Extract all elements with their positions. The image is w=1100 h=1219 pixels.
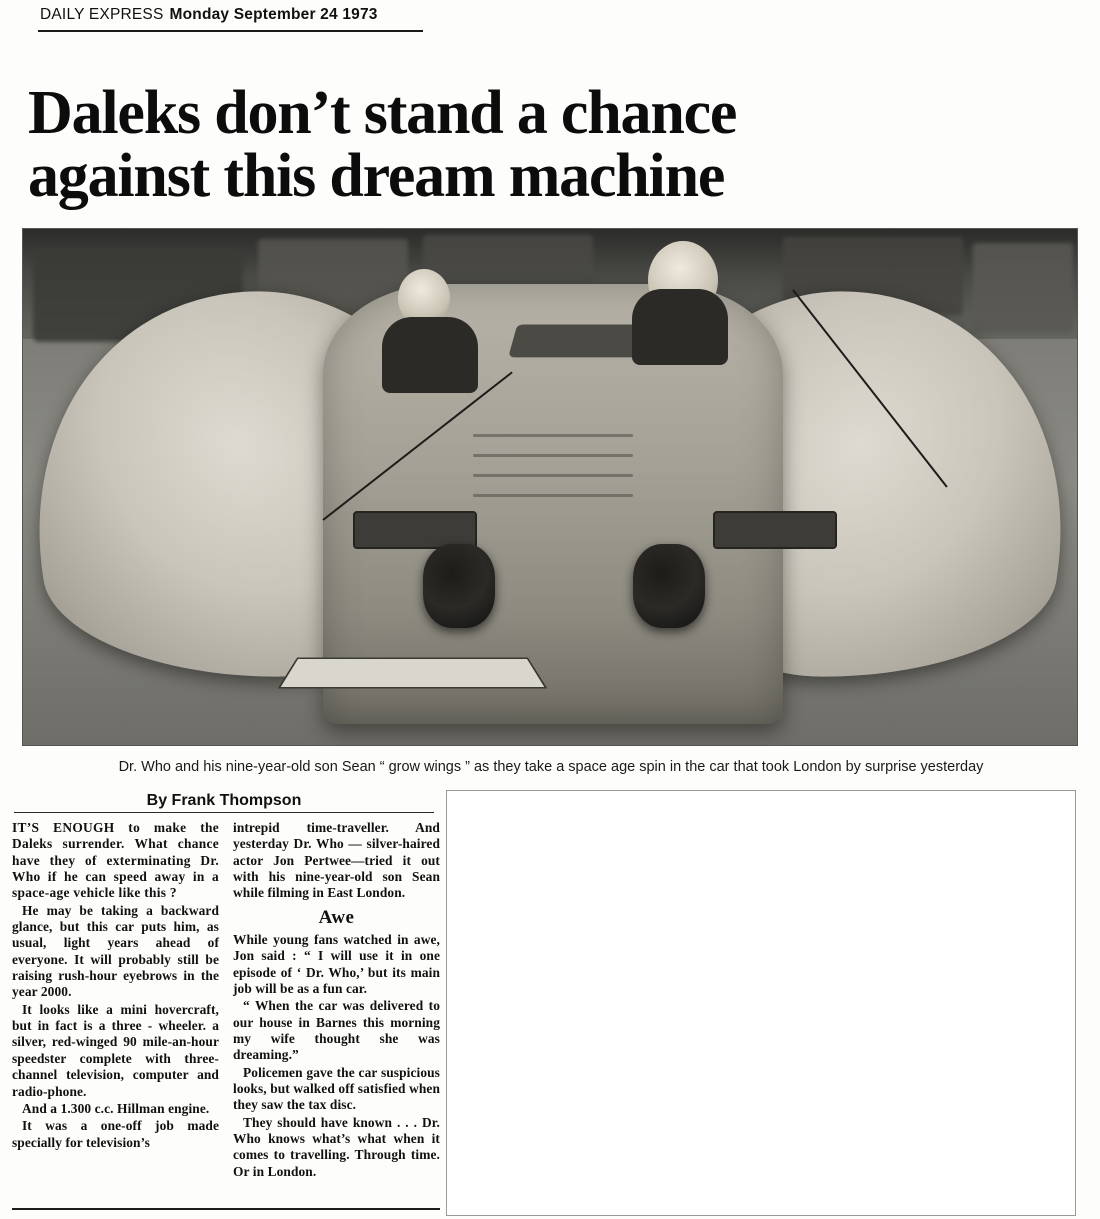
- paragraph: Policemen gave the car suspicious looks, but walked off satisfied when they saw the tax disc.: [233, 1064, 440, 1113]
- car-vent: [473, 454, 633, 457]
- paragraph: And a 1.300 c.c. Hillman engine.: [22, 1100, 210, 1116]
- blank-advert-panel: [446, 790, 1076, 1216]
- paragraph: “ When the car was delivered to our house in Barnes this morning my wife thought she was dreaming.”: [233, 998, 440, 1063]
- paragraph: IT’S ENOUGH to make the Daleks surrender. What chance have they of exterminating Dr. Who if he can speed away in a space-age vehicle like this ?: [12, 820, 219, 901]
- masthead-publication: DAILY EXPRESS: [40, 6, 164, 23]
- paragraph: intrepid time-traveller. And yesterday Dr. Who — silver-haired actor Jon Pertwee—tried it out with his nine-year-old son Sean while filming in East London.: [233, 820, 440, 901]
- paragraph: They should have known . . . Dr. Who knows what’s what when it comes to travelling. Through time. Or in London.: [233, 1114, 440, 1179]
- car-vent: [473, 494, 633, 497]
- photo-caption: Dr. Who and his nine-year-old son Sean “ grow wings ” as they take a space age spin in the car that took London by surprise yesterday: [118, 759, 984, 775]
- article-photo: [22, 228, 1078, 746]
- car-exhaust-left: [423, 544, 495, 628]
- child-torso: [382, 317, 478, 393]
- car-vent: [473, 434, 633, 437]
- car-exhaust-right: [633, 544, 705, 628]
- article-body: [12, 820, 440, 1210]
- headline-line-1: Daleks don’t stand a chance: [28, 78, 737, 147]
- driver-torso: [632, 289, 728, 365]
- article-subheading: Awe: [318, 906, 355, 928]
- page-title: [28, 78, 1072, 211]
- article-byline: By Frank Thompson: [146, 792, 302, 809]
- child-passenger: [398, 269, 450, 327]
- driver-actor: [648, 241, 718, 319]
- byline-divider: [14, 812, 434, 813]
- paragraph: It looks like a mini hovercraft, but in fact is a three - wheeler. a silver, red-winged 90 mile-an-hour speedster complete with three-channel television, computer and radio-phone.: [12, 1001, 219, 1099]
- car-vent: [473, 474, 633, 477]
- background-vehicle: [973, 243, 1073, 333]
- bottom-divider: [12, 1208, 440, 1210]
- paragraph: He may be taking a backward glance, but this car puts him, as usual, light years ahead of everyone. It will probably still be raising rush-hour eyebrows in the year 2000.: [12, 902, 219, 1000]
- headline-line-2: against this dream machine: [28, 142, 725, 211]
- article-column-1: [12, 820, 219, 1210]
- article-column-2: [233, 820, 440, 1210]
- paragraph: It was a one-off job made specially for television’s: [12, 1118, 219, 1150]
- car-number-plate: [278, 658, 548, 689]
- car-light-bar-right: [713, 511, 837, 549]
- paragraph: While young fans watched in awe, Jon said : “ I will use it in one episode of ‘ Dr. Who,’ but its main job will be as a fun car.: [233, 931, 440, 996]
- masthead-divider: [38, 30, 423, 32]
- masthead-date: Monday September 24 1973: [169, 6, 378, 23]
- masthead: [40, 6, 1060, 24]
